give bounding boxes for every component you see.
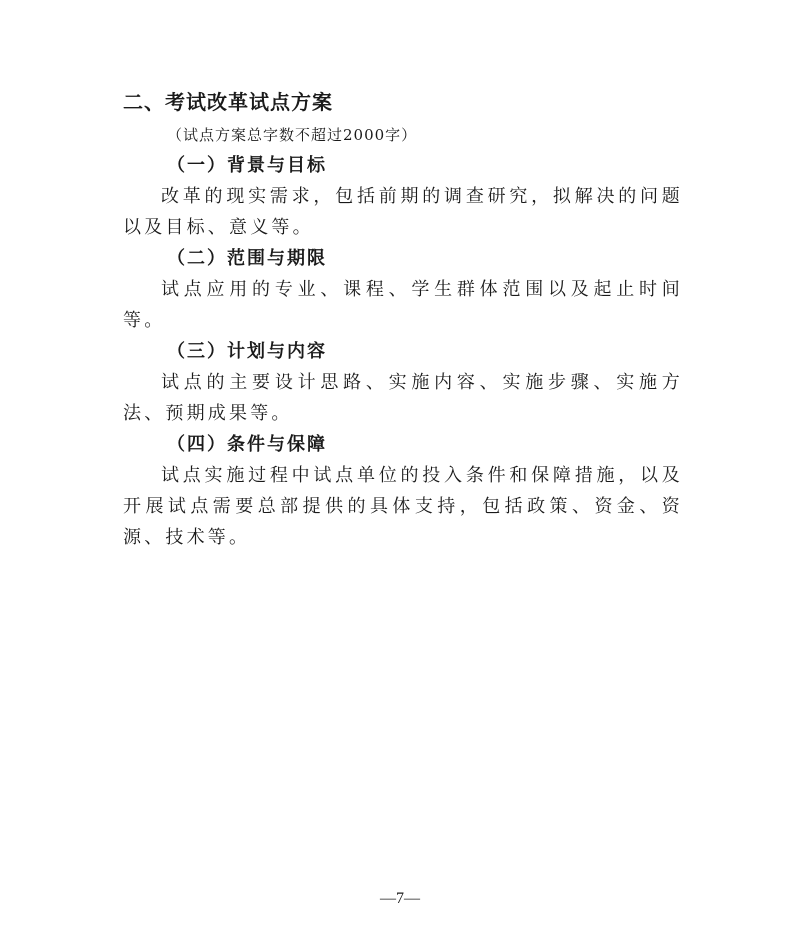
word-limit-note: （试点方案总字数不超过2000字） bbox=[167, 126, 418, 144]
page-number: —7— bbox=[380, 890, 420, 907]
subsection-body-scope: 试点应用的专业、课程、学生群体范围以及起止时间等。 bbox=[123, 279, 683, 331]
section-title: 二、考试改革试点方案 bbox=[123, 90, 333, 114]
subsection-body-conditions: 试点实施过程中试点单位的投入条件和保障措施，以及开展试点需要总部提供的具体支持，包括政策、资金、资源、技术等。 bbox=[123, 465, 683, 548]
subsection-body-plan: 试点的主要设计思路、实施内容、实施步骤、实施方法、预期成果等。 bbox=[123, 372, 683, 424]
subsection-body-background: 改革的现实需求，包括前期的调查研究，拟解决的问题以及目标、意义等。 bbox=[123, 186, 683, 238]
page-content bbox=[123, 84, 683, 553]
subsection-heading-background: （一）背景与目标 bbox=[167, 155, 327, 176]
subsection-heading-scope: （二）范围与期限 bbox=[167, 248, 327, 269]
subsection-heading-conditions: （四）条件与保障 bbox=[167, 434, 327, 455]
subsection-heading-plan: （三）计划与内容 bbox=[167, 341, 327, 362]
